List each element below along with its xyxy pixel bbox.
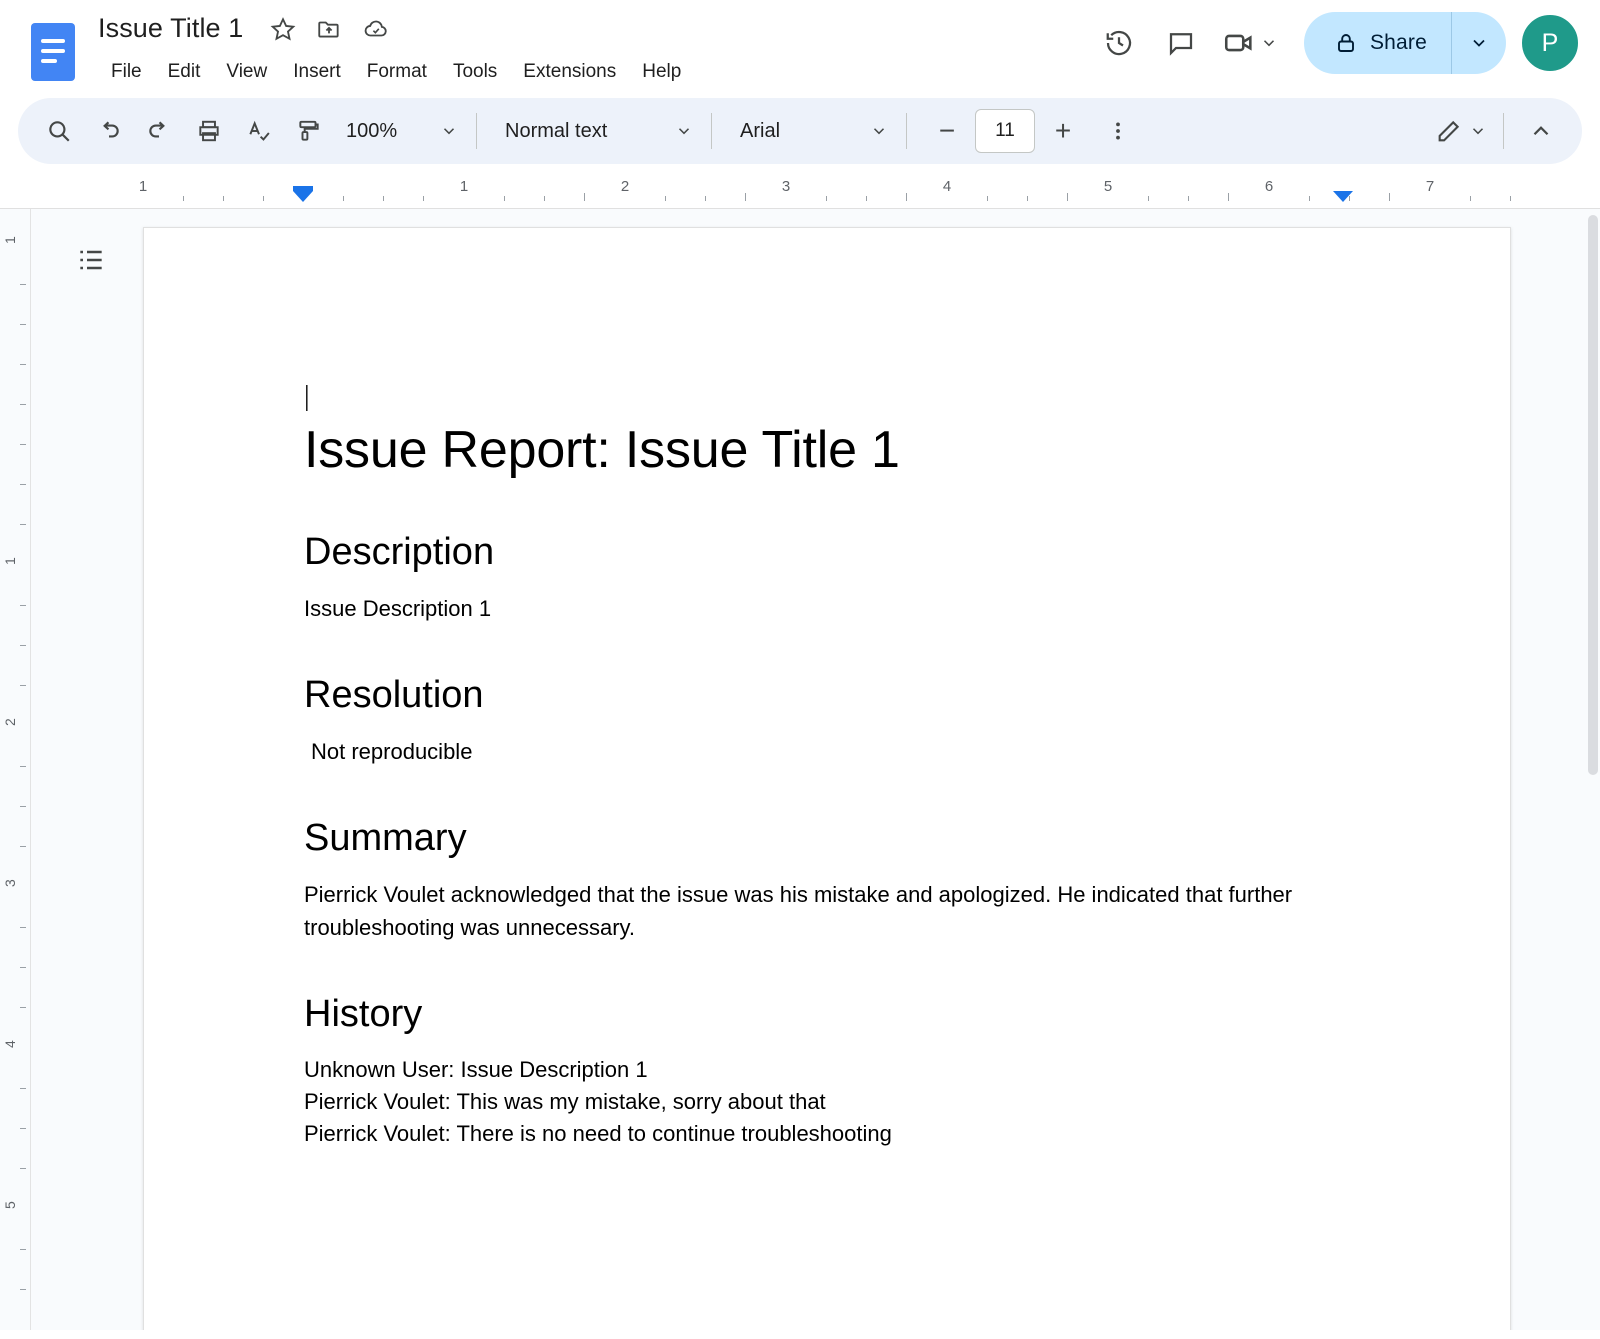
title-block (98, 8, 401, 48)
vertical-scrollbar[interactable] (1586, 209, 1600, 1330)
ruler-number: 5 (1103, 178, 1113, 195)
section-heading-description: Description (304, 531, 495, 573)
section-heading-summary: Summary (304, 817, 467, 859)
menu-format[interactable]: Format (366, 61, 427, 82)
vertical-ruler (0, 209, 30, 1330)
paint-format-icon[interactable] (284, 106, 334, 156)
document-heading-title: Issue Report: Issue Title 1 (304, 421, 900, 479)
ruler-number: 7 (1425, 178, 1435, 195)
toolbar-divider (476, 113, 477, 149)
paragraph-style-value: Normal text (505, 119, 608, 142)
document-area (0, 208, 1600, 1330)
font-family-value: Arial (740, 119, 781, 142)
first-line-indent-marker[interactable] (293, 191, 313, 202)
redo-icon[interactable] (134, 106, 184, 156)
page-title[interactable]: Issue Title 1 (98, 13, 244, 43)
meet-button[interactable] (1212, 18, 1286, 68)
section-paragraph-resolution: Not reproducible (311, 739, 473, 764)
menu-file[interactable]: File (111, 61, 142, 82)
vruler-number: 5 (2, 1201, 18, 1209)
menu-help[interactable]: Help (642, 61, 682, 82)
scrollbar-thumb[interactable] (1588, 215, 1598, 775)
font-size-stepper (925, 109, 1085, 153)
ruler-divider (30, 209, 31, 1330)
chevron-down-icon (675, 122, 693, 140)
section-paragraph-history-3: Pierrick Voulet: There is no need to continue troubleshooting (304, 1121, 892, 1146)
section-heading-history: History (304, 993, 423, 1035)
ruler-number: 1 (138, 178, 148, 195)
ruler-number: 4 (942, 178, 952, 195)
section-paragraph-summary: Pierrick Voulet acknowledged that the issue was his mistake and apologized. He indicated that further troubleshooting was unnecessary. (304, 882, 1293, 940)
section-paragraph-description: Issue Description 1 (304, 596, 492, 621)
share-caret-button[interactable] (1452, 12, 1506, 74)
ruler-number: 1 (459, 178, 469, 195)
toolbar-divider (1503, 113, 1504, 149)
chevron-down-icon (1260, 34, 1278, 52)
share-button[interactable] (1304, 12, 1506, 74)
font-size-decrease-button[interactable]: − (938, 115, 956, 146)
text-caret: | (304, 381, 310, 412)
zoom-select[interactable] (334, 107, 464, 155)
toolbar-divider (906, 113, 907, 149)
comment-icon[interactable] (1150, 12, 1212, 74)
cloud-saved-icon[interactable] (359, 11, 393, 45)
toolbar-right-group (1427, 106, 1566, 156)
zoom-value: 100% (346, 119, 398, 142)
chevron-down-icon (1469, 33, 1489, 53)
chevron-down-icon (1469, 122, 1487, 140)
chevron-down-icon (870, 122, 888, 140)
editing-mode-button[interactable] (1427, 106, 1491, 156)
vruler-number: 3 (2, 879, 18, 887)
search-icon[interactable] (34, 106, 84, 156)
paragraph-style-select[interactable] (493, 107, 699, 155)
spellcheck-icon[interactable] (234, 106, 284, 156)
share-main[interactable] (1304, 12, 1451, 74)
title-icon-group (266, 11, 401, 45)
menu-bar (98, 55, 694, 89)
edit-pencil-icon (1435, 117, 1463, 145)
top-right-controls (1088, 12, 1580, 74)
share-label: Share (1369, 31, 1427, 54)
font-size-increase-button[interactable]: + (1054, 115, 1072, 146)
menu-insert[interactable]: Insert (293, 61, 341, 82)
font-size-input[interactable]: 11 (975, 109, 1035, 153)
font-family-select[interactable] (728, 107, 894, 155)
document-outline-icon[interactable] (68, 237, 114, 283)
toolbar-divider (711, 113, 712, 149)
version-history-icon[interactable] (1088, 12, 1150, 74)
top-bar (0, 0, 1600, 98)
page-content[interactable] (144, 228, 1510, 1150)
lock-icon (1334, 31, 1358, 55)
more-vertical-icon[interactable] (1093, 106, 1143, 156)
section-heading-resolution: Resolution (304, 674, 484, 716)
undo-icon[interactable] (84, 106, 134, 156)
menu-extensions[interactable]: Extensions (523, 61, 617, 82)
star-icon[interactable] (266, 11, 300, 45)
section-paragraph-history-1: Unknown User: Issue Description 1 (304, 1057, 648, 1082)
right-indent-marker[interactable] (1333, 191, 1353, 202)
google-docs-icon[interactable] (30, 22, 76, 82)
collapse-toolbar-icon[interactable] (1516, 106, 1566, 156)
toolbar (18, 98, 1582, 164)
menu-view[interactable]: View (226, 61, 268, 82)
menu-edit[interactable]: Edit (167, 61, 201, 82)
vruler-number: 2 (2, 718, 18, 726)
ruler-ticks (0, 174, 1600, 208)
section-paragraph-history-2: Pierrick Voulet: This was my mistake, sorry about that (304, 1089, 826, 1114)
menu-tools[interactable]: Tools (452, 61, 498, 82)
toolbar-wrapper (0, 98, 1600, 174)
chevron-down-icon (440, 122, 458, 140)
ruler-number: 3 (781, 178, 791, 195)
avatar[interactable]: P (1520, 13, 1580, 73)
horizontal-ruler[interactable] (0, 174, 1600, 208)
vruler-number: 1 (2, 557, 18, 565)
vruler-number: 1 (2, 236, 18, 244)
ruler-number: 2 (620, 178, 630, 195)
move-to-folder-icon[interactable] (312, 11, 346, 45)
vruler-number: 4 (2, 1040, 18, 1048)
print-icon[interactable] (184, 106, 234, 156)
document-page[interactable] (143, 227, 1511, 1330)
ruler-number: 6 (1264, 178, 1274, 195)
